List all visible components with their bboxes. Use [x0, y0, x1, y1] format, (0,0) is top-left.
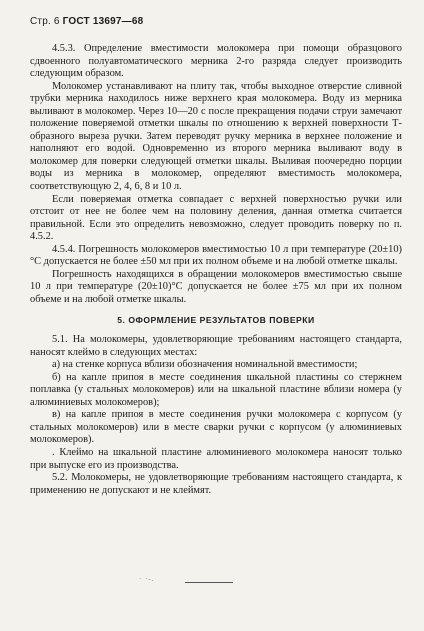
paragraph-check-mark: Если поверяемая отметка совпадает с верхней поверхностью ручки или отстоит от нее не более чем на половину деления, данная отметка считается правильной. Если это определить невозможно, следует проводить поверку по п. 4.5.2.: [30, 193, 402, 243]
paragraph-error-over-10l: Погрешность находящихся в обращении молокомеров вместимостью свыше 10 л при температуре (20±10)°С допускается не более ±75 мл при их полном объеме и на любой отметке шкалы.: [30, 268, 402, 305]
document-body: [30, 43, 402, 497]
list-item-a: а) на стенке корпуса вблизи обозначения номинальной вместимости;: [52, 359, 358, 371]
page-number: Стр. 6: [30, 16, 60, 27]
end-rule-divider: [185, 582, 233, 583]
section-title: 5. ОФОРМЛЕНИЕ РЕЗУЛЬТАТОВ ПОВЕРКИ: [117, 315, 315, 326]
paragraph-5-2: 5.2. Молокомеры, не удовлетворяющие требованиям настоящего стандарта, к применению не допускают и не клеймят.: [30, 472, 402, 496]
paragraph-4-5-3: 4.5.3. Определение вместимости молокомера при помощи образцового сдвоенного полуавтоматического мерника 2-го разряда следует производить следующим образом.: [30, 43, 402, 80]
list-item-b: б) на капле припоя в месте соединения шкальной пластины со стержнем поплавка (у стальных молокомеров) или на шкальной пластине вблизи номера (у алюминиевых молокомеров);: [30, 371, 402, 408]
paragraph-4-5-4: 4.5.4. Погрешность молокомеров вместимостью 10 л при температуре (20±10)°С допускается не более ±50 мл при их полном объеме и на любой отметке шкалы.: [30, 243, 402, 268]
paragraph-5-1: 5.1. На молокомеры, удовлетворяющие требованиям настоящего стандарта, наносят клеймо в следующих местах:: [30, 334, 402, 358]
list-item-v: в) на капле припоя в месте соединения ручки молокомера с корпусом (у стальных молокомеров) или в месте сварки ручки с корпусом (у алюминиевых молокомеров).: [30, 409, 402, 446]
scan-speck: · ·-.: [139, 575, 155, 583]
page-header: [30, 16, 143, 29]
paragraph-procedure: Молокомер устанавливают на плиту так, чтобы выходное отверстие сливной трубки мерника находилось ниже верхнего края молокомера. Воду из мерника выливают в молокомер. Через 10—20 с после прекращения подачи струи замечают положение поверяемой отметки шкалы по отношению к верхней поверхности Т-образного выреза ручки. Затем переводят ручку мерника в верхнее положение и наполняют его водой. Одновременно из второго мерника выливают воду в молокомер для поверки следующей отметки шкалы. Выливая поочередно порции воды из мерника в молокомер, определяют вместимость молокомера, соответствующую 2, 4, 6, 8 и 10 л.: [30, 80, 402, 193]
standard-code: ГОСТ 13697—68: [62, 16, 144, 27]
paragraph-aluminium-stamp: . Клеймо на шкальной пластине алюминиевого молокомера наносят только при выпуске его из производства.: [30, 446, 402, 471]
